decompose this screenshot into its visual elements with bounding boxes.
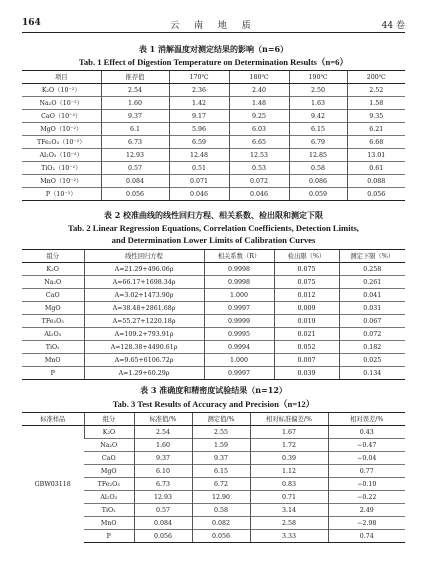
table-cell: 0.43 [328, 426, 405, 439]
column-header: 测定值/% [192, 413, 250, 426]
table-cell: 0.9998 [204, 263, 274, 276]
table-cell: TFe₂O₃ [22, 315, 84, 328]
column-header: 190℃ [289, 71, 347, 84]
table-cell: 0.052 [274, 341, 339, 354]
table-cell: 9.37 [134, 452, 192, 465]
table2-caption-en-line2: and Determination Lower Limits of Calibration Curves [111, 235, 316, 245]
column-header: 项目 [22, 71, 101, 84]
table-row [22, 175, 405, 188]
table-cell: A=109.2+793.91ρ [84, 328, 204, 341]
table-cell: 6.72 [192, 478, 250, 491]
table-cell: 1.42 [169, 97, 229, 110]
table-cell: A=38.48+2861.68ρ [84, 302, 204, 315]
table-cell: Na₂O（10⁻²） [22, 97, 101, 110]
table-cell: 0.53 [229, 162, 289, 175]
table-cell: 9.17 [169, 110, 229, 123]
table-cell: CaO [84, 452, 134, 465]
table-cell: 3.14 [250, 504, 328, 517]
table-cell: 6.21 [347, 123, 405, 136]
table3 [22, 412, 405, 543]
table-cell: 1.60 [134, 439, 192, 452]
table-cell: 6.79 [289, 136, 347, 149]
table-cell: A=66.17+1698.34ρ [84, 276, 204, 289]
table-cell: 0.039 [274, 367, 339, 380]
table-cell: TiO₂ [84, 504, 134, 517]
table3-header-row [22, 413, 405, 426]
table-cell: TiO₂ [22, 341, 84, 354]
table-cell: Al₂O₃ [84, 491, 134, 504]
table-row [22, 110, 405, 123]
table-cell: 9.42 [289, 110, 347, 123]
table-cell: 12.93 [101, 149, 169, 162]
table-cell: 6.73 [101, 136, 169, 149]
table-cell: TFe₂O₃ [84, 478, 134, 491]
table-cell: 2.49 [328, 504, 405, 517]
table3-caption-cn: 表 3 准确度和精密度试验结果（n=12） [140, 385, 287, 395]
table-row [22, 328, 405, 341]
table-cell: 1.67 [250, 426, 328, 439]
column-header: 相对标准偏差/% [250, 413, 328, 426]
table-cell: A=9.65+6106.72ρ [84, 354, 204, 367]
table-cell: P [22, 367, 84, 380]
table-cell: 9.37 [192, 452, 250, 465]
column-header: 200℃ [347, 71, 405, 84]
table-cell: 0.77 [328, 465, 405, 478]
table-cell: 0.046 [229, 188, 289, 201]
table-row [22, 276, 405, 289]
table-cell: 0.056 [347, 188, 405, 201]
table-cell: 0.071 [169, 175, 229, 188]
table-row [22, 302, 405, 315]
table-cell: MnO（10⁻²） [22, 175, 101, 188]
table-cell: MnO [22, 354, 84, 367]
table-cell: 0.082 [192, 517, 250, 530]
table-cell: MgO（10⁻²） [22, 123, 101, 136]
table-cell: 0.088 [347, 175, 405, 188]
table-cell: Na₂O [22, 276, 84, 289]
table-cell: 2.58 [250, 517, 328, 530]
table-cell: 0.258 [339, 263, 405, 276]
table-cell: 0.084 [134, 517, 192, 530]
table-cell: 0.012 [274, 289, 339, 302]
table-cell: 1.60 [101, 97, 169, 110]
table-cell: 0.74 [328, 530, 405, 543]
table-row [22, 367, 405, 380]
table-cell: 0.9995 [204, 328, 274, 341]
table-cell: 6.59 [169, 136, 229, 149]
table-row [22, 123, 405, 136]
table-cell: 9.35 [347, 110, 405, 123]
table-row [22, 97, 405, 110]
table-cell: 1.48 [229, 97, 289, 110]
table-cell: 12.85 [289, 149, 347, 162]
column-header: 推荐值 [101, 71, 169, 84]
table-cell: 12.90 [192, 491, 250, 504]
table-cell: 9.37 [101, 110, 169, 123]
table-cell: −0.04 [328, 452, 405, 465]
table-cell: 6.73 [134, 478, 192, 491]
table-cell: 5.96 [169, 123, 229, 136]
table-cell: 2.52 [347, 84, 405, 97]
column-header: 检出限（%） [274, 250, 339, 263]
table-cell: 2.54 [101, 84, 169, 97]
table-row [22, 426, 405, 439]
table-cell: Al₂O₃（10⁻²） [22, 149, 101, 162]
table-cell: A=55.27+1220.18ρ [84, 315, 204, 328]
table-row [22, 149, 405, 162]
volume-label: 44 卷 [381, 21, 405, 31]
table-cell: 12.48 [169, 149, 229, 162]
table-cell: 0.9998 [204, 276, 274, 289]
table-cell: −0.22 [328, 491, 405, 504]
table-cell: A=21.29+496.06ρ [84, 263, 204, 276]
table-cell: 2.54 [134, 426, 192, 439]
table-row [22, 263, 405, 276]
table-cell: 0.9994 [204, 341, 274, 354]
table-cell: 0.021 [274, 328, 339, 341]
table-cell: 0.041 [339, 289, 405, 302]
table-cell: 0.58 [289, 162, 347, 175]
table-cell: TiO₂（10⁻²） [22, 162, 101, 175]
table-row [22, 136, 405, 149]
table-cell: 0.056 [134, 530, 192, 543]
table-cell: 1.12 [250, 465, 328, 478]
table-cell: 0.072 [339, 328, 405, 341]
table-cell: A=3.02+1473.90ρ [84, 289, 204, 302]
table-cell: TFe₂O₃（10⁻²） [22, 136, 101, 149]
table-cell: 0.9999 [204, 315, 274, 328]
table-cell: CaO（10⁻²） [22, 110, 101, 123]
table1-caption-cn: 表 1 消解温度对测定结果的影响（n=6） [138, 44, 289, 54]
table-cell: 0.072 [229, 175, 289, 188]
table-row [22, 162, 405, 175]
table-cell: K₂O（10⁻²） [22, 84, 101, 97]
column-header: 标准样品 [22, 413, 84, 426]
table-cell: 2.55 [192, 426, 250, 439]
table-cell: 1.63 [289, 97, 347, 110]
table-cell: 12.93 [134, 491, 192, 504]
table-cell: 6.1 [101, 123, 169, 136]
sample-name-cell: GBW03118 [22, 426, 84, 543]
table-cell: 0.025 [339, 354, 405, 367]
column-header: 测定下限（%） [339, 250, 405, 263]
table-cell: 0.031 [339, 302, 405, 315]
table-cell: K₂O [84, 426, 134, 439]
table2-caption-en-line1: Tab. 2 Linear Regression Equations, Correlation Coefficients, Detection Limits, [68, 223, 359, 233]
table-cell: A=1.29+60.29ρ [84, 367, 204, 380]
table-cell: P（10⁻²） [22, 188, 101, 201]
table-cell: A=128.38+4490.61ρ [84, 341, 204, 354]
table-cell: 13.01 [347, 149, 405, 162]
table-cell: P [84, 530, 134, 543]
table-row [22, 341, 405, 354]
table-cell: MnO [84, 517, 134, 530]
column-header: 组分 [22, 250, 84, 263]
table-cell: 6.68 [347, 136, 405, 149]
table-cell: 1.58 [347, 97, 405, 110]
page-header [22, 18, 405, 32]
table-cell: MgO [22, 302, 84, 315]
table-cell: −0.10 [328, 478, 405, 491]
column-header: 线性回归方程 [84, 250, 204, 263]
table-cell: 3.33 [250, 530, 328, 543]
table-cell: 0.58 [192, 504, 250, 517]
table-cell: 0.075 [274, 263, 339, 276]
table-cell: 0.83 [250, 478, 328, 491]
table-cell: 0.056 [192, 530, 250, 543]
column-header: 相关系数（R） [204, 250, 274, 263]
table-cell: 2.36 [169, 84, 229, 97]
table1-caption-en: Tab. 1 Effect of Digestion Temperature on Determination Results（n=6） [78, 57, 349, 67]
table-cell: 0.9997 [204, 302, 274, 315]
table-cell: 0.056 [101, 188, 169, 201]
table-cell: Al₂O₃ [22, 328, 84, 341]
table-cell: 0.182 [339, 341, 405, 354]
table-cell: 6.65 [229, 136, 289, 149]
table-row [22, 354, 405, 367]
table-cell: 9.25 [229, 110, 289, 123]
table-cell: 0.261 [339, 276, 405, 289]
table2-header-row [22, 250, 405, 263]
table-cell: 1.72 [250, 439, 328, 452]
table-cell: 0.134 [339, 367, 405, 380]
table-cell: K₂O [22, 263, 84, 276]
table-cell: 6.03 [229, 123, 289, 136]
table-cell: 0.084 [101, 175, 169, 188]
table1-header-row [22, 71, 405, 84]
column-header: 组分 [84, 413, 134, 426]
table-cell: 0.075 [274, 276, 339, 289]
header-rule [22, 32, 405, 33]
table-cell: 0.059 [289, 188, 347, 201]
table-cell: −2.98 [328, 517, 405, 530]
table-row [22, 289, 405, 302]
table-row [22, 315, 405, 328]
table-cell: 0.007 [274, 354, 339, 367]
table-cell: 12.53 [229, 149, 289, 162]
table-cell: MgO [84, 465, 134, 478]
table-cell: 0.019 [274, 315, 339, 328]
table-cell: 0.009 [274, 302, 339, 315]
table-cell: 0.71 [250, 491, 328, 504]
table2 [22, 249, 405, 380]
column-header: 标准值/% [134, 413, 192, 426]
table-cell: 2.40 [229, 84, 289, 97]
column-header: 180℃ [229, 71, 289, 84]
table-cell: 6.15 [192, 465, 250, 478]
column-header: 相对误差/% [328, 413, 405, 426]
table-cell: 0.046 [169, 188, 229, 201]
table-cell: 0.61 [347, 162, 405, 175]
table2-caption-cn: 表 2 校准曲线的线性回归方程、相关系数、检出限和测定下限 [103, 210, 324, 220]
table-cell: 1.000 [204, 289, 274, 302]
table-cell: 1.000 [204, 354, 274, 367]
column-header: 170℃ [169, 71, 229, 84]
table-cell: 6.15 [289, 123, 347, 136]
table-cell: 0.57 [101, 162, 169, 175]
table-cell: 0.086 [289, 175, 347, 188]
table-cell: 2.50 [289, 84, 347, 97]
table-cell: Na₂O [84, 439, 134, 452]
journal-title: 云 南 地 质 [170, 21, 257, 31]
table3-caption-en: Tab. 3 Test Results of Accuracy and Precision（n=12） [112, 399, 315, 409]
table-row [22, 84, 405, 97]
table-cell: 0.57 [134, 504, 192, 517]
table-cell: −0.47 [328, 439, 405, 452]
table-cell: 1.59 [192, 439, 250, 452]
table-cell: 0.51 [169, 162, 229, 175]
table-cell: CaO [22, 289, 84, 302]
table-cell: 0.39 [250, 452, 328, 465]
page-number: 164 [22, 18, 41, 28]
table-cell: 0.067 [339, 315, 405, 328]
table1 [22, 70, 405, 201]
table-cell: 0.9997 [204, 367, 274, 380]
table-cell: 6.10 [134, 465, 192, 478]
table-row [22, 188, 405, 201]
